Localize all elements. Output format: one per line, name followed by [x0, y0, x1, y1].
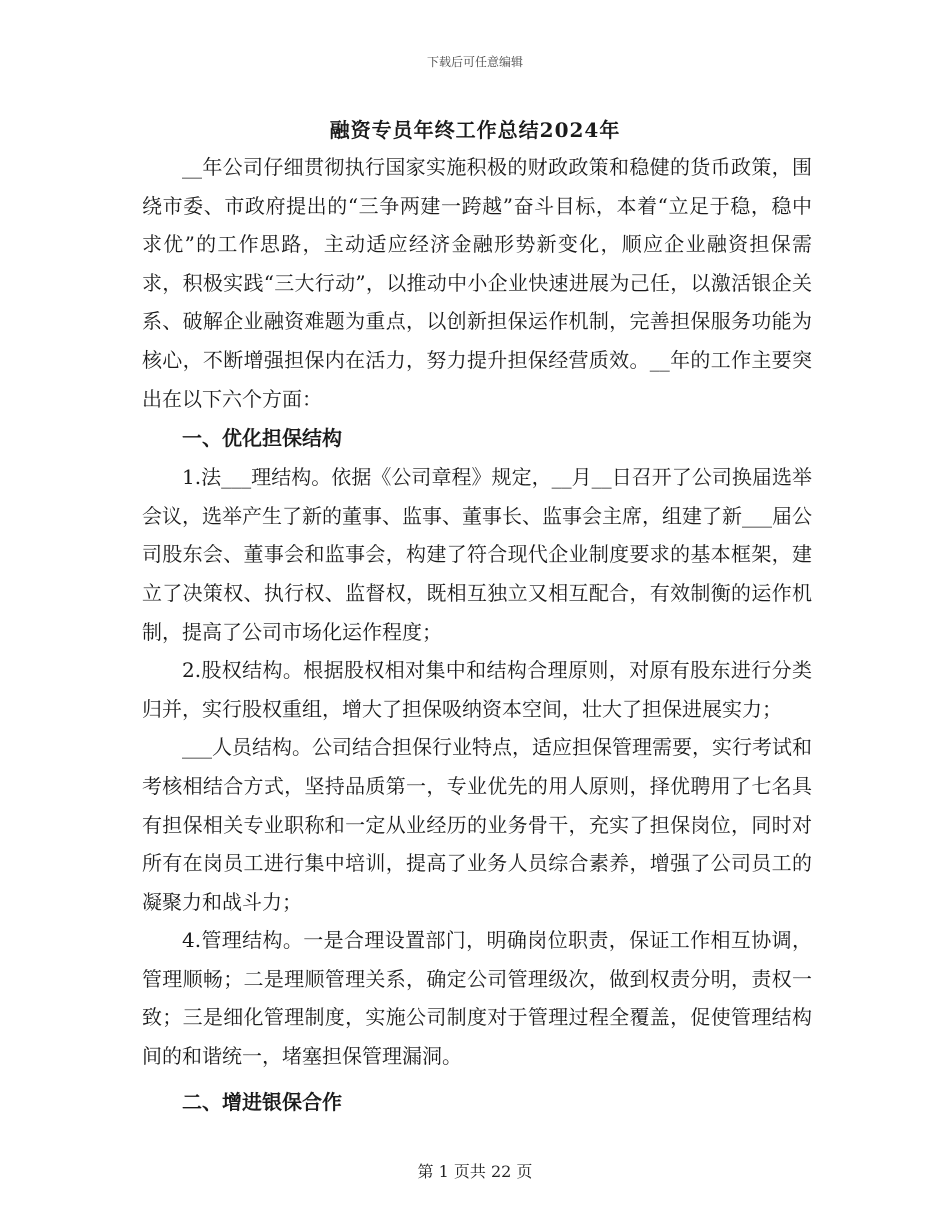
item-paragraph-4: 4.管理结构。一是合理设置部门，明确岗位职责，保证工作相互协调，管理顺畅；二是理顺管理关系，确定公司管理级次，做到权责分明，责权一致；三是细化管理制度，实施公司制度对于管理过程全覆盖，促使管理结构间的和谐统一，堵塞担保管理漏洞。 [142, 928, 812, 1069]
item-paragraph-1: 1.法___理结构。依据《公司章程》规定，__月__日召开了公司换届选举会议，选举产生了新的董事、监事、董事长、监事会主席，组建了新___届公司股东会、董事会和监事会，构建了符合现代企业制度要求的基本框架，建立了决策权、执行权、监督权，既相互独立又相互配合，有效制衡的运作机制，提高了公司市场化运作程度； [142, 465, 812, 644]
page-number: 第 1 页共 22 页 [417, 1162, 533, 1181]
item-paragraph-2: 2.股权结构。根据股权相对集中和结构合理原则，对原有股东进行分类归并，实行股权重组，增大了担保吸纳资本空间，壮大了担保进展实力； [142, 658, 812, 721]
section-heading-1: 一、优化担保结构 [182, 426, 342, 451]
intro-paragraph: __年公司仔细贯彻执行国家实施积极的财政政策和稳健的货币政策，围绕市委、市政府提出的“三争两建一跨越”奋斗目标，本着“立足于稳，稳中求优”的工作思路，主动适应经济金融形势新变化，顺应企业融资担保需求，积极实践“三大行动”，以推动中小企业快速进展为己任，以激活银企关系、破解企业融资难题为重点，以创新担保运作机制，完善担保服务功能为核心，不断增强担保内在活力，努力提升担保经营质效。__年的工作主要突出在以下六个方面： [142, 155, 812, 411]
item-paragraph-3: ___人员结构。公司结合担保行业特点，适应担保管理需要，实行考试和考核相结合方式，坚持品质第一，专业优先的用人原则，择优聘用了七名具有担保相关专业职称和一定从业经历的业务骨干，充实了担保岗位，同时对所有在岗员工进行集中培训，提高了业务人员综合素养，增强了公司员工的凝聚力和战斗力； [142, 735, 812, 914]
section-heading-2: 二、增进银保合作 [182, 1089, 342, 1114]
page-header-note: 下载后可任意编辑 [426, 55, 523, 69]
document-body [142, 148, 812, 1122]
document-title: 融资专员年终工作总结2024年 [329, 118, 621, 142]
